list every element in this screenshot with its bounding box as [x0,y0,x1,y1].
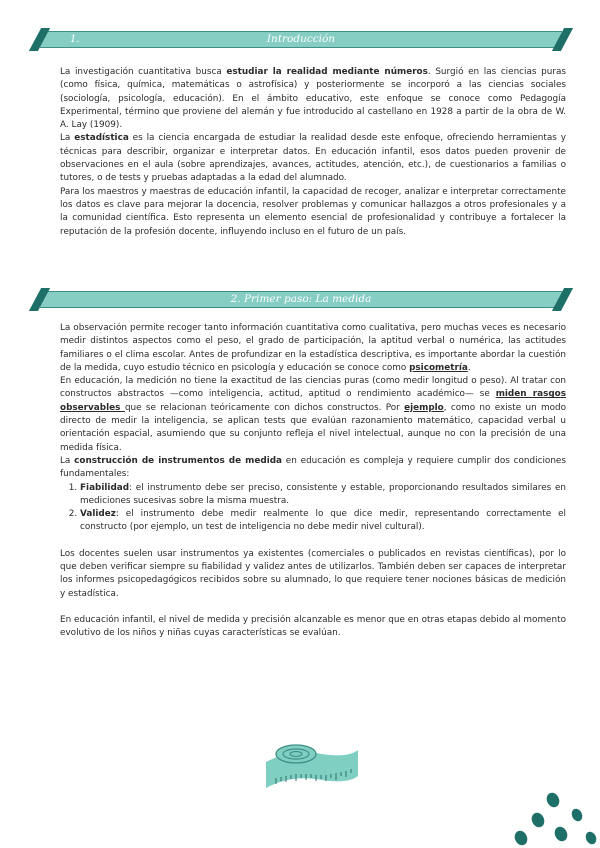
list-item: 1. Fiabilidad: el instrumento debe ser preciso, consistente y estable, proporcionando resultados similares en mediciones sucesivas sobre la misma muestra. [80,482,566,509]
section-banner-primer-paso [40,291,562,308]
list-item: 2. Validez: el instrumento debe medir realmente lo que dice medir, representando correctamente el constructo (por ejemplo, un test de inteligencia no debe medir nivel cultural). [80,508,566,535]
section1-body [60,66,566,239]
paragraph: Los docentes suelen usar instrumentos ya existentes (comerciales o publicados en revistas científicas), por lo que deben verificar siempre su fiabilidad y validez antes de utilizarlos. También deben ser capaces de interpretar los informes psicopedagógicos recibidos sobre su alumnado, lo que requiere tener nociones básicas de medición y estadística. [60,548,566,599]
paragraph: La construcción de instrumentos de medida en educación es compleja y requiere cumplir dos condiciones fundamentales: [60,455,566,480]
paragraph: La estadística es la ciencia encargada de estudiar la realidad desde este enfoque, ofreciendo herramientas y técnicas para describir, organizar e interpretar datos. En educación infantil, esos datos pueden provenir de observaciones en el aula (sobre aprendizajes, avances, actitudes, atención, etc.), de cuestionarios a familias o tutores, o de tests y pruebas adaptadas a la edad del alumnado. [60,133,566,184]
section-number: 1. [70,34,80,45]
term-ejemplo: ejemplo [404,402,444,413]
section-banner-introduccion [40,31,562,48]
section-title: Introducción [266,33,336,45]
paragraph: En educación, la medición no tiene la exactitud de las ciencias puras (como medir longitud o peso). Al tratar con constructos abstractos —como inteligencia, actitud, aptitud o rendimiento académico— se miden rasgos observables que se relacionan teóricamente con dichos constructos. Por ejemplo, como no existe un modo directo de medir la inteligencia, se aplican tests que evalúan razonamiento matemático, capacidad verbal u orientación espacial, asumiendo que su conjunto refleja el nivel intelectual, aunque no con la precisión de una medida física. [60,376,567,453]
section2-body [60,322,566,641]
decorative-dots-icon [505,780,600,848]
paragraph: La observación permite recoger tanto información cuantitativa como cualitativa, pero muchas veces es necesario medir distintos aspectos como el peso, el grado de participación, la aptitud verbal o numérica, las actitudes familiares o el clima escolar. Antes de profundizar en la estadística descriptiva, es importante abordar la cuestión de la medida, cuyo estudio técnico en psicología y educación se conoce como psicometría. [60,323,566,373]
paragraph: En educación infantil, el nivel de medida y precisión alcanzable es menor que en otras etapas debido al momento evolutivo de los niños y niñas cuyas características se evalúan. [60,614,566,639]
measuring-tape-icon [262,740,362,794]
section-title: 2. Primer paso: La medida [230,293,372,305]
term-rasgos-observables: miden rasgos observables [60,389,566,413]
term-psicometria: psicometría [409,362,468,373]
paragraph: Para los maestros y maestras de educación infantil, la capacidad de recoger, analizar e interpretar correctamente los datos es clave para mejorar la docencia, resolver problemas y comunicar hallazgos a otros profesionales y a la comunidad científica. Esto representa un elemento esencial de profesionalidad y contribuye a fortalecer la reputación de la profesión docente, influyendo incluso en el futuro de un país. [60,186,566,237]
paragraph: La investigación cuantitativa busca estudiar la realidad mediante números. Surgió en las ciencias puras (como física, química, matemáticas o astrofísica) y posteriormente se incorporó a las ciencias sociales (sociología, psicología, educación). En el ámbito educativo, este enfoque se conoce como Pedagogía Experimental, término que proviene del alemán y fue introducido al castellano en 1928 a partir de la obra de W. A. Lay (1909). [60,67,567,131]
conditions-list [60,482,566,535]
